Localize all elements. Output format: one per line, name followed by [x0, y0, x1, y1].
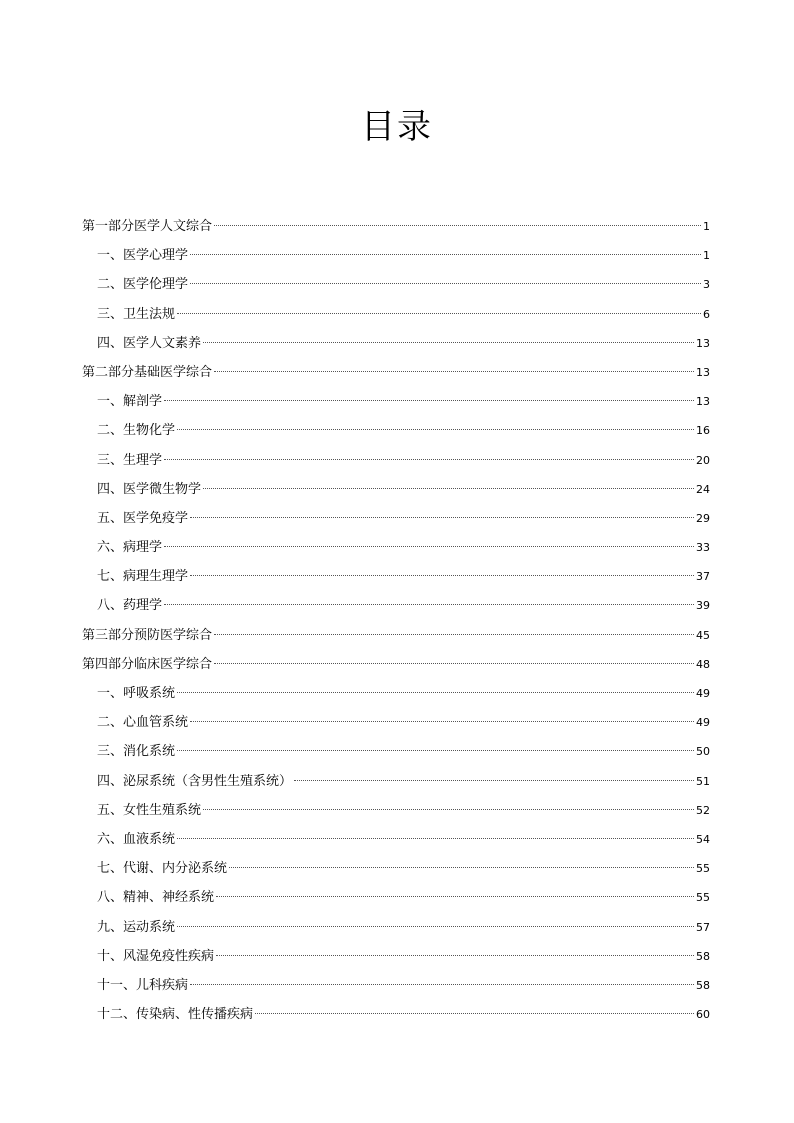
toc-entry-page-number: 51	[696, 774, 710, 788]
toc-entry-page-number: 24	[696, 482, 710, 496]
toc-entry[interactable]	[82, 913, 710, 942]
toc-dot-leader	[214, 663, 694, 664]
toc-entry-label: 六、病理学	[97, 540, 163, 556]
toc-dot-leader	[203, 342, 694, 343]
toc-entry[interactable]	[82, 621, 710, 650]
toc-entry-page-number: 52	[696, 803, 710, 817]
toc-dot-leader	[216, 955, 694, 956]
toc-dot-leader	[177, 926, 694, 927]
toc-entry-label: 三、生理学	[97, 452, 163, 468]
toc-dot-leader	[203, 488, 694, 489]
toc-entry-page-number: 13	[696, 336, 710, 350]
toc-entry-label: 第二部分基础医学综合	[82, 364, 213, 380]
toc-entry-page-number: 29	[696, 511, 710, 525]
toc-dot-leader	[214, 371, 694, 372]
toc-entry-page-number: 57	[696, 920, 710, 934]
toc-entry-page-number: 16	[696, 424, 710, 438]
toc-entry[interactable]	[82, 300, 710, 329]
toc-entry-label: 一、呼吸系统	[97, 686, 176, 701]
toc-entry-page-number: 58	[696, 978, 710, 992]
toc-entry-page-number: 13	[696, 395, 710, 409]
toc-entry-page-number: 33	[696, 541, 710, 555]
toc-dot-leader	[190, 984, 694, 985]
toc-entry[interactable]	[82, 942, 710, 971]
toc-entry[interactable]	[82, 416, 710, 445]
toc-entry-label: 一、医学心理学	[97, 248, 189, 264]
toc-entry-label: 五、医学免疫学	[97, 510, 189, 526]
toc-entry-label: 五、女性生殖系统	[97, 802, 202, 818]
toc-entry-page-number: 3	[703, 278, 710, 292]
toc-entry[interactable]	[82, 212, 710, 241]
toc-entry[interactable]	[82, 854, 710, 883]
toc-entry-page-number: 55	[696, 862, 710, 876]
toc-entry[interactable]	[82, 796, 710, 825]
toc-entry-page-number: 39	[696, 599, 710, 613]
toc-entry[interactable]	[82, 737, 710, 766]
toc-entry[interactable]	[82, 387, 710, 416]
toc-entry-label: 第一部分医学人文综合	[82, 219, 213, 234]
toc-dot-leader	[177, 750, 694, 751]
toc-entry[interactable]	[82, 650, 710, 679]
toc-dot-leader	[229, 867, 694, 868]
toc-dot-leader	[190, 283, 701, 284]
toc-entry[interactable]	[82, 767, 710, 796]
table-of-contents	[82, 212, 710, 1029]
page-title: 目录	[361, 107, 433, 147]
toc-dot-leader	[190, 254, 701, 255]
toc-entry-label: 二、心血管系统	[97, 715, 189, 731]
toc-entry-page-number: 6	[703, 307, 710, 321]
toc-entry-page-number: 49	[696, 687, 710, 700]
toc-dot-leader	[190, 517, 694, 518]
toc-dot-leader	[255, 1013, 694, 1014]
toc-entry-page-number: 1	[703, 220, 710, 233]
toc-dot-leader	[203, 809, 694, 810]
toc-entry[interactable]	[82, 825, 710, 854]
toc-entry-label: 十一、儿科疾病	[97, 977, 189, 993]
toc-entry-page-number: 37	[696, 570, 710, 584]
toc-dot-leader	[177, 313, 701, 314]
toc-entry[interactable]	[82, 883, 710, 912]
toc-dot-leader	[164, 604, 694, 605]
toc-entry-label: 七、病理生理学	[97, 569, 189, 585]
toc-entry-label: 三、消化系统	[97, 744, 176, 760]
toc-entry-page-number: 58	[696, 949, 710, 963]
toc-entry-label: 二、生物化学	[97, 423, 176, 439]
toc-entry-label: 三、卫生法规	[97, 306, 176, 322]
toc-dot-leader	[177, 692, 694, 693]
toc-entry-label: 八、精神、神经系统	[97, 890, 215, 906]
toc-dot-leader	[164, 400, 694, 401]
toc-dot-leader	[216, 896, 694, 897]
toc-entry-label: 六、血液系统	[97, 831, 176, 847]
toc-entry[interactable]	[82, 533, 710, 562]
toc-entry-page-number: 60	[696, 1008, 710, 1022]
toc-entry[interactable]	[82, 475, 710, 504]
toc-entry-page-number: 55	[696, 891, 710, 905]
toc-dot-leader	[164, 459, 694, 460]
toc-dot-leader	[164, 546, 694, 547]
toc-entry-label: 第三部分预防医学综合	[82, 627, 213, 643]
toc-dot-leader	[177, 429, 694, 430]
toc-entry[interactable]	[82, 241, 710, 270]
toc-entry-label: 十、风湿免疫性疾病	[97, 948, 215, 964]
toc-entry-page-number: 54	[696, 832, 710, 846]
toc-dot-leader	[214, 225, 701, 226]
toc-entry-page-number: 48	[696, 657, 710, 671]
toc-entry-page-number: 1	[703, 249, 710, 263]
toc-entry-label: 一、解剖学	[97, 394, 163, 410]
toc-dot-leader	[294, 780, 694, 781]
toc-dot-leader	[177, 838, 694, 839]
toc-entry-label: 八、药理学	[97, 598, 163, 614]
toc-entry-page-number: 49	[696, 716, 710, 730]
toc-entry-page-number: 50	[696, 745, 710, 759]
toc-entry-label: 第四部分临床医学综合	[82, 656, 213, 672]
toc-entry[interactable]	[82, 504, 710, 533]
toc-entry-label: 九、运动系统	[97, 919, 176, 935]
toc-entry[interactable]	[82, 358, 710, 387]
toc-entry-label: 二、医学伦理学	[97, 277, 189, 293]
toc-entry-label: 四、泌尿系统（含男性生殖系统）	[97, 773, 293, 789]
toc-entry-label: 七、代谢、内分泌系统	[97, 861, 228, 877]
toc-entry-page-number: 45	[696, 628, 710, 642]
toc-dot-leader	[214, 634, 694, 635]
toc-entry[interactable]	[82, 679, 710, 708]
toc-dot-leader	[190, 721, 694, 722]
toc-entry-page-number: 20	[696, 453, 710, 467]
toc-entry[interactable]	[82, 971, 710, 1000]
toc-entry-label: 四、医学微生物学	[97, 481, 202, 497]
toc-dot-leader	[190, 575, 694, 576]
toc-entry-label: 十二、传染病、性传播疾病	[97, 1007, 254, 1023]
toc-entry[interactable]	[82, 562, 710, 591]
toc-entry[interactable]	[82, 270, 710, 299]
toc-entry[interactable]	[82, 329, 710, 358]
toc-entry[interactable]	[82, 708, 710, 737]
toc-entry[interactable]	[82, 591, 710, 620]
toc-entry[interactable]	[82, 446, 710, 475]
toc-entry-page-number: 13	[696, 365, 710, 379]
toc-entry-label: 四、医学人文素养	[97, 335, 202, 351]
toc-entry[interactable]	[82, 1000, 710, 1029]
